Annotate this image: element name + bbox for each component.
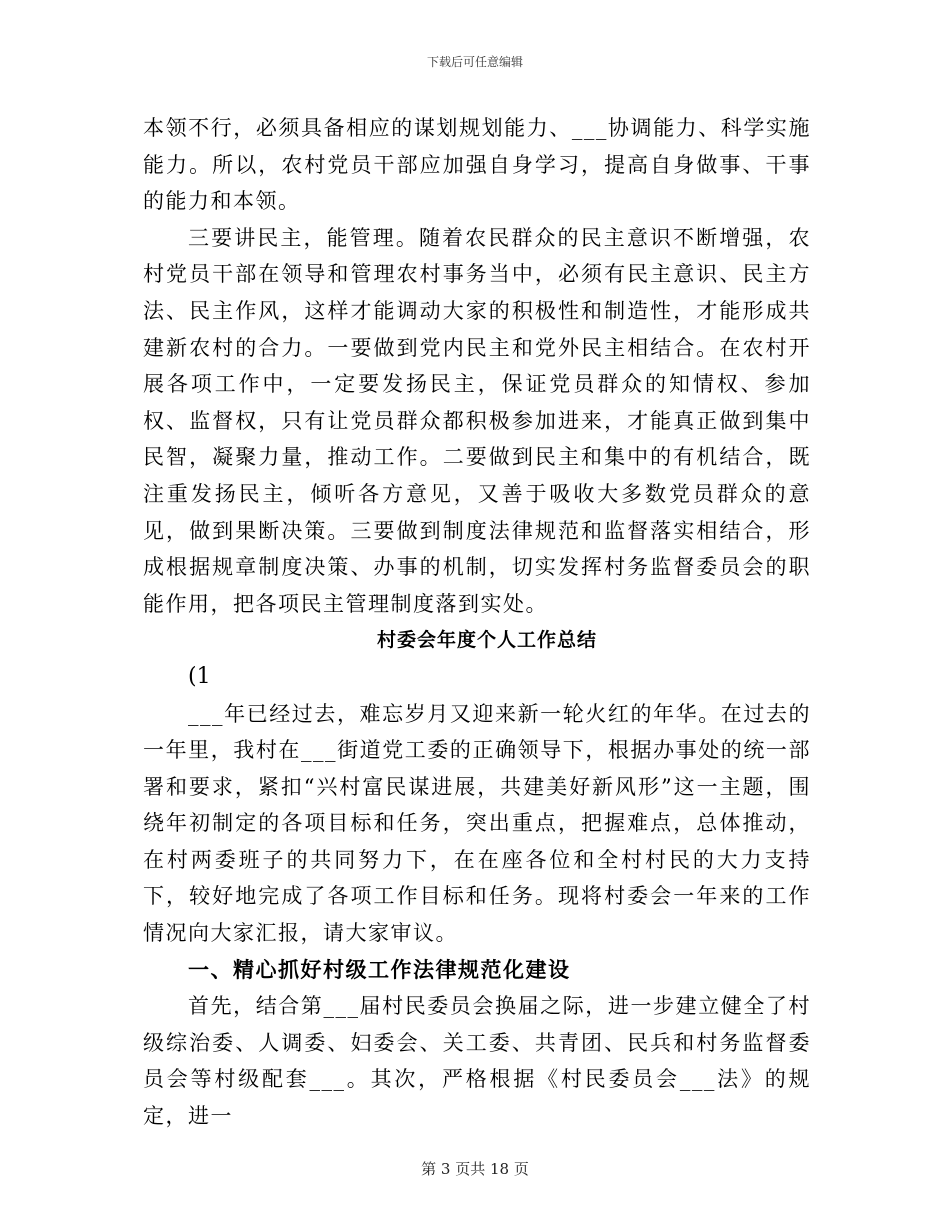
paragraph-intro: ___年已经过去，难忘岁月又迎来新一轮火红的年华。在过去的一年里，我村在___街道党工委的正确领导下，根据办事处的统一部署和要求，紧扣“兴村富民谋进展，共建美好新风形”这一主题，围绕年初制定的各项目标和任务，突出重点，把握难点，总体推动，在村两委班子的共同努力下，在在座各位和全村村民的大力支持下，较好地完成了各项工作目标和任务。现将村委会一年来的工作情况向大家汇报，请大家审议。 <box>143 701 811 946</box>
paragraph-continued: 本领不行，必须具备相应的谋划规划能力、___协调能力、科学实施能力。所以，农村党员干部应加强自身学习，提高自身做事、干事的能力和本领。 <box>143 116 811 214</box>
paragraph-democracy: 三要讲民主，能管理。随着农民群众的民主意识不断增强，农村党员干部在领导和管理农村事务当中，必须有民主意识、民主方法、民主作风，这样才能调动大家的积极性和制造性，才能形成共建新农村的合力。一要做到党内民主和党外民主相结合。在农村开展各项工作中，一定要发扬民主，保证党员群众的知情权、参加权、监督权，只有让党员群众都积极参加进来，才能真正做到集中民智，凝聚力量，推动工作。二要做到民主和集中的有机结合，既注重发扬民主，倾听各方意见，又善于吸收大多数党员群众的意见，做到果断决策。三要做到制度法律规范和监督落实相结合，形成根据规章制度决策、办事的机制，切实发挥村务监督委员会的职能作用，把各项民主管理制度落到实处。 <box>143 225 811 616</box>
section-title: 村委会年度个人工作总结 <box>376 629 597 652</box>
section-heading-1: 一、精心抓好村级工作法律规范化建设 <box>188 956 571 982</box>
page-footer: 第 3 页共 18 页 <box>421 1160 529 1178</box>
page-header: 下载后可任意编辑 <box>426 55 523 69</box>
document-body <box>143 110 811 1135</box>
section-marker: (1 <box>188 663 211 689</box>
paragraph-first-item: 首先，结合第___届村民委员会换届之际，进一步建立健全了村级综治委、人调委、妇委会、关工委、共青团、民兵和村务监督委员会等村级配套___。其次，严格根据《村民委员会___法》的规定，进一 <box>143 994 811 1129</box>
